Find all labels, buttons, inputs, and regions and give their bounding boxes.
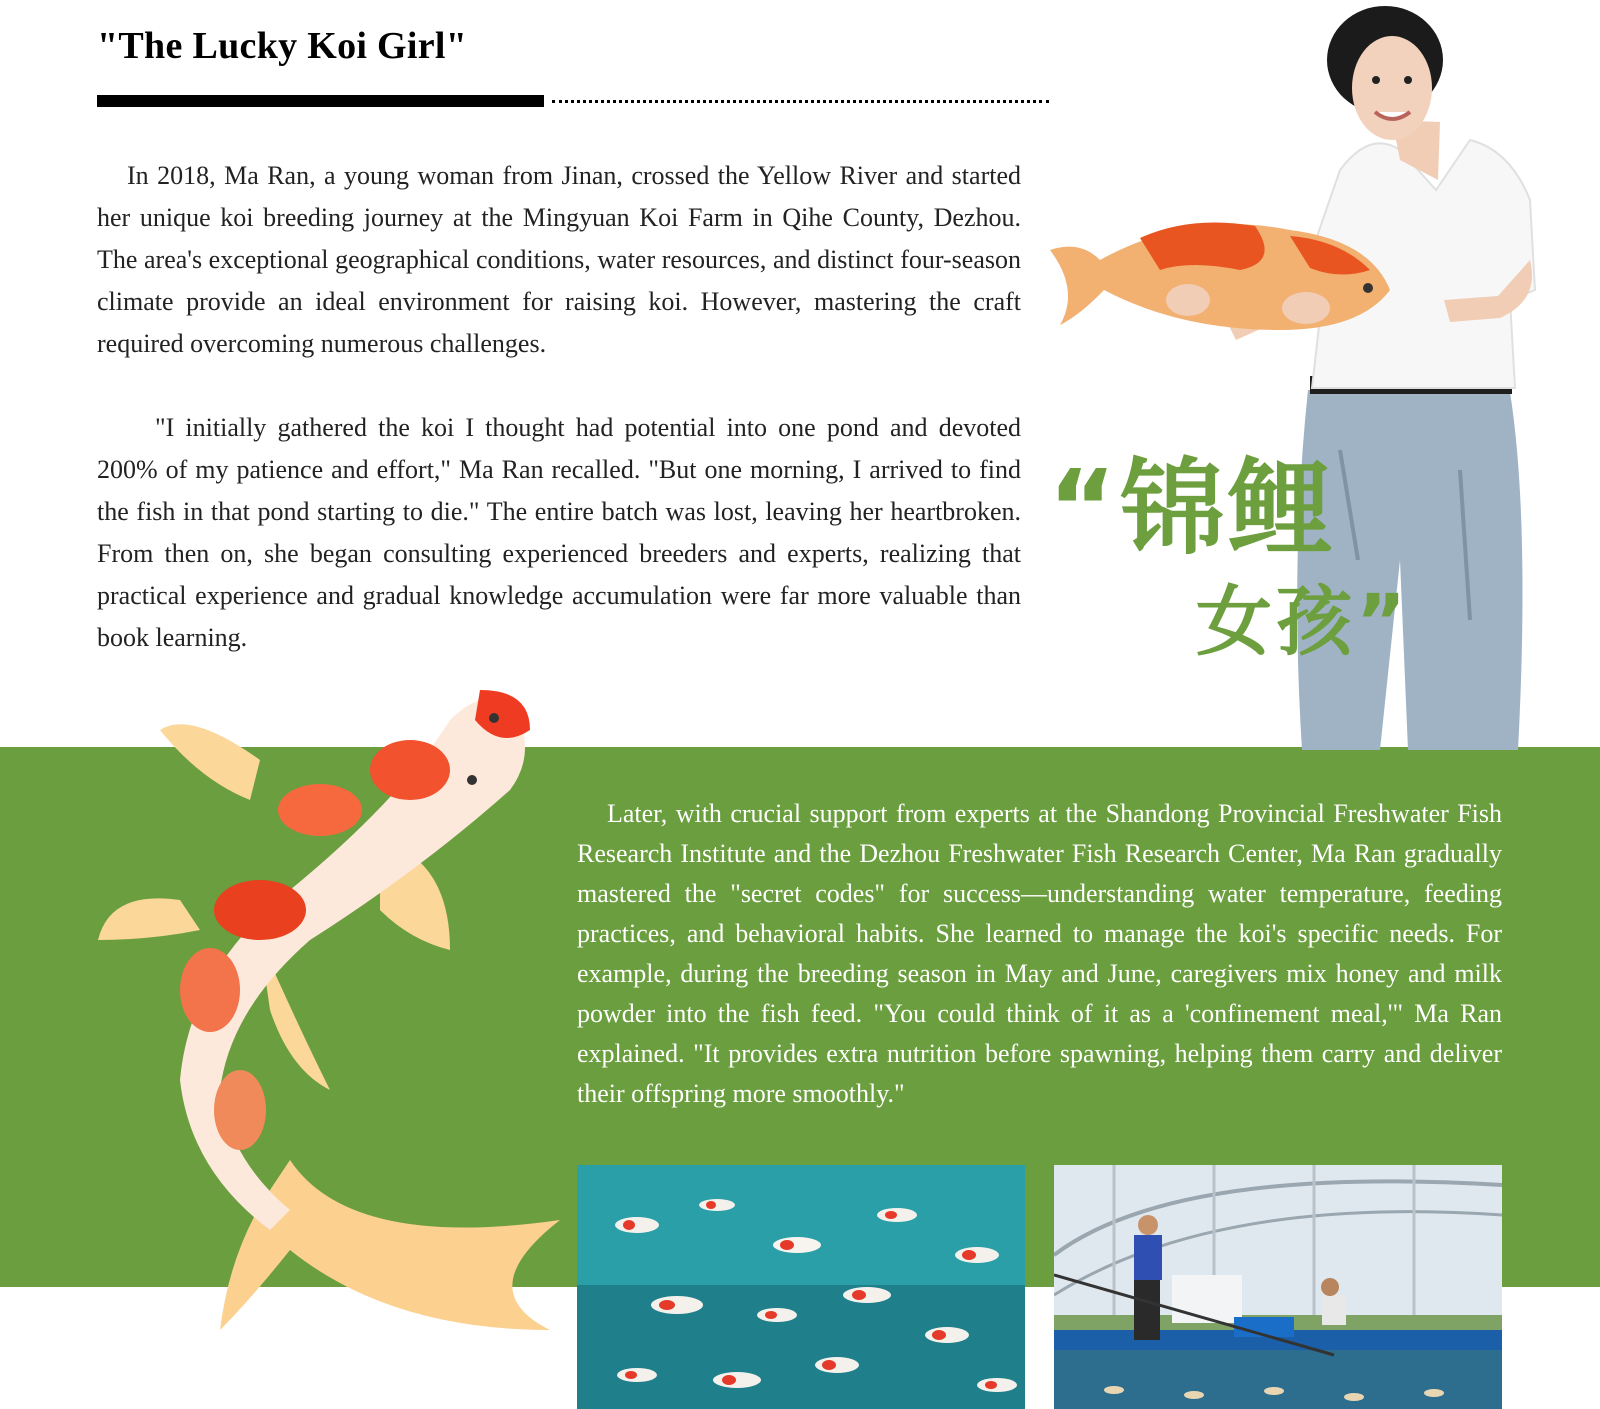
paragraph-intro: In 2018, Ma Ran, a young woman from Jinan, crossed the Yellow River and started her unique koi breeding journey at the Mingyuan Koi Farm in Qihe County, Dezhou. The area's exceptional geographical conditions, water resources, and distinct four-season climate provide an ideal environment for raising koi. However, mastering the craft required overcoming numerous challenges. xyxy=(97,161,1021,358)
paragraph-quote: "I initially gathered the koi I thought had potential into one pond and devoted 200% of my patience and effort," Ma Ran recalled. "But one morning, I arrived to find the fish in that pond starting to die." The entire batch was lost, leaving her heartbroken. From then on, she began consulting experienced breeders and experts, realizing that practical experience and gradual knowledge accumulation were far more valuable than book learning. xyxy=(97,413,1021,652)
koi-pond-photo xyxy=(577,1165,1025,1409)
title-underline-solid xyxy=(97,95,544,107)
greenhouse-farm-photo xyxy=(1054,1165,1502,1409)
title-underline-dotted xyxy=(552,100,1049,103)
paragraph-expert-support: Later, with crucial support from experts at the Shandong Provincial Freshwater Fish Research Institute and the Dezhou Freshwater Fish Research Center, Ma Ran gradually mastered the "secret codes" for success—understanding water temperature, feeding practices, and behavioral habits. She learned to manage the koi's specific needs. For example, during the breeding season in May and June, caregivers mix honey and milk powder into the fish feed. "You could think of it as a 'confinement meal,'" Ma Ran explained. "It provides extra nutrition before spawning, helping them carry and deliver their offspring more smoothly." xyxy=(577,799,1502,1108)
koi-illustration xyxy=(90,690,580,1350)
headline-chinese-line-2: 女孩” xyxy=(1196,577,1410,666)
headline-chinese-line-1: “锦鲤 xyxy=(1048,447,1337,569)
article-title: "The Lucky Koi Girl" xyxy=(97,25,468,67)
